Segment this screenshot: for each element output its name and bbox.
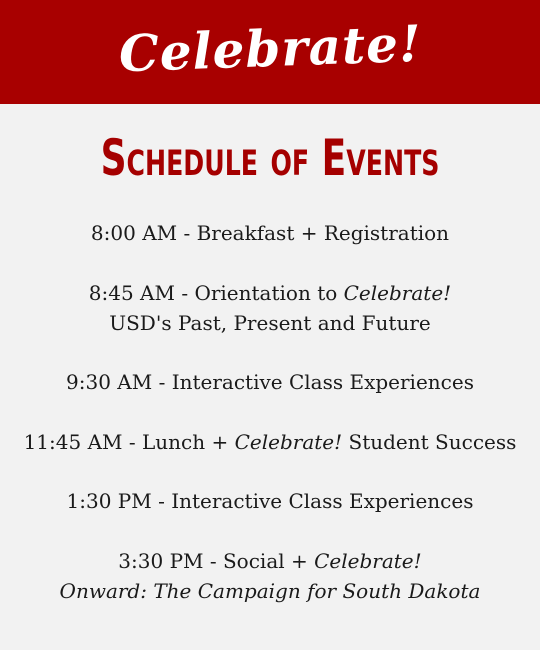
schedule-item-subtext: Onward: The Campaign for South Dakota — [59, 579, 481, 603]
schedule-item-text: 3:30 PM - Social + Celebrate! — [118, 549, 422, 573]
schedule-item-class-experiences-afternoon — [0, 486, 540, 516]
schedule-item-text: 11:45 AM - Lunch + Celebrate! Student Success — [23, 430, 517, 454]
schedule-item-orientation — [0, 278, 540, 338]
schedule-item-text: 8:00 AM - Breakfast + Registration — [90, 221, 450, 245]
page-title: Schedule of Events — [100, 129, 440, 187]
schedule-item-social — [0, 546, 540, 606]
celebrate-logo: Celebrate! — [117, 13, 423, 83]
schedule-item-lunch — [0, 427, 540, 457]
header-banner — [0, 0, 540, 104]
schedule-item-text: 8:45 AM - Orientation to Celebrate! — [88, 281, 452, 305]
schedule-item-text: 9:30 AM - Interactive Class Experiences — [66, 370, 474, 394]
schedule-item-breakfast — [0, 218, 540, 248]
schedule-item-class-experiences-morning — [0, 367, 540, 397]
schedule-item-subtext: USD's Past, Present and Future — [109, 311, 431, 335]
schedule-item-text: 1:30 PM - Interactive Class Experiences — [66, 489, 474, 513]
